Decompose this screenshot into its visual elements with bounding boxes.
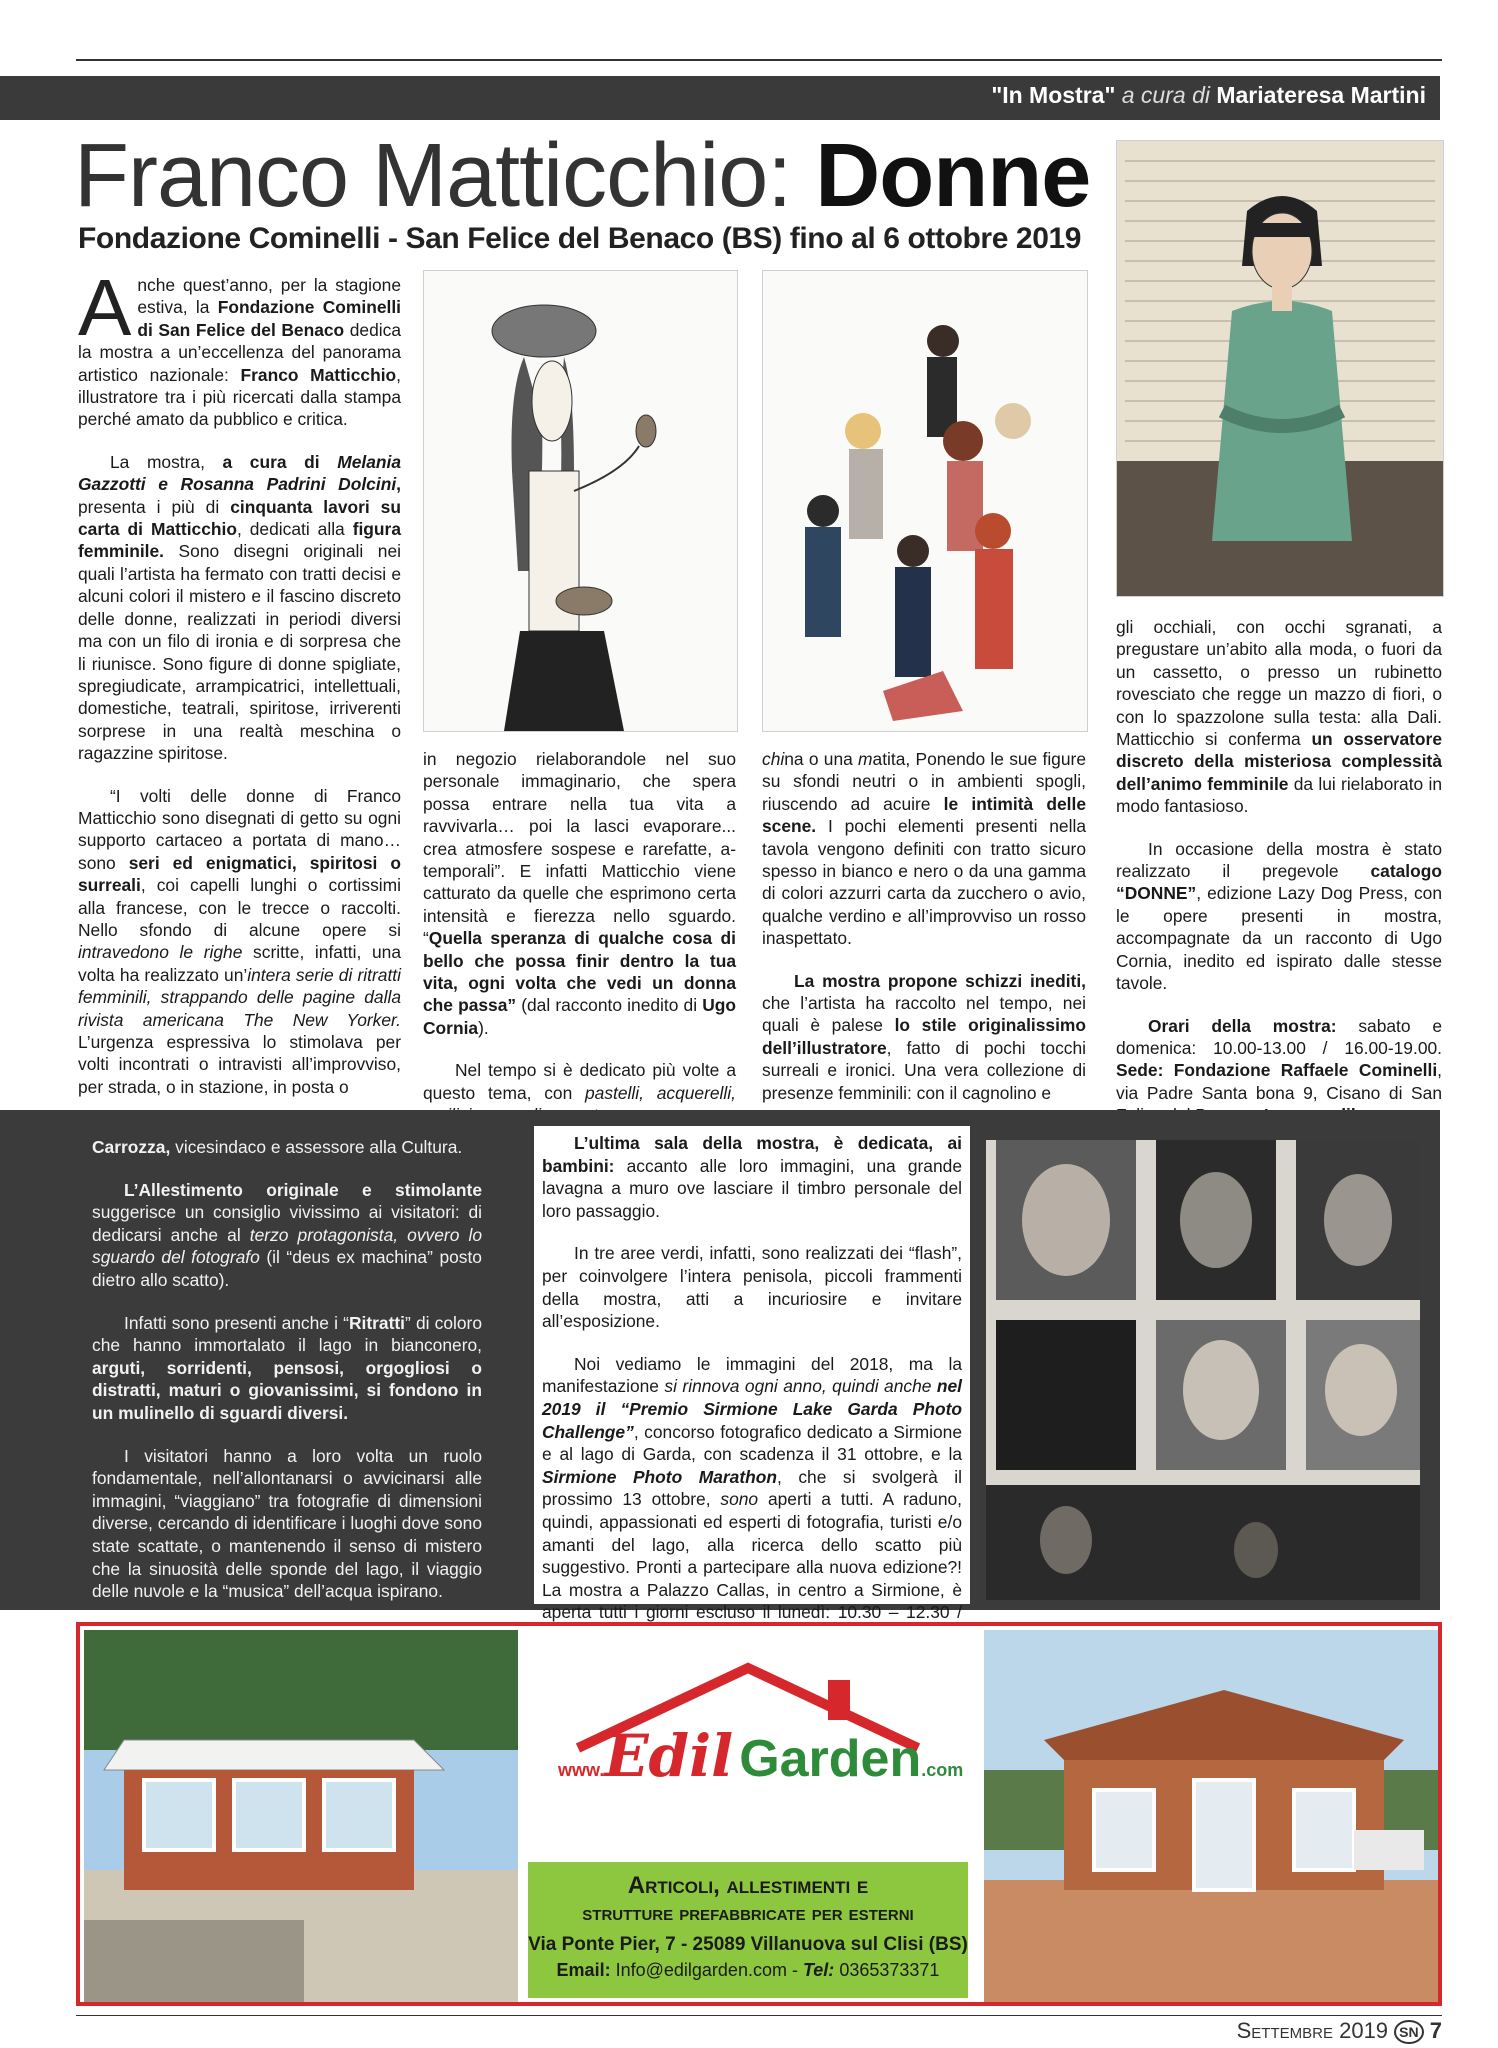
- article-paragraph: [1116, 616, 1442, 818]
- text-run: in negozio rielaborandole nel suo personale immaginario, che spera possa entrare nella tua vita a ravvivarla… poi la lasci evaporare... crea atmosfere sospese e rarefatte, a-temporali”. E infatti Matticchio viene catturato da quelle che esprimono certa intensità e fierezza nello sguardo. “: [423, 749, 736, 949]
- ad-photo-wooden-house: [984, 1630, 1438, 2002]
- text-run: Franco Matticchio: [240, 364, 397, 385]
- text-run: ” di coloro che hanno immortalato il lago in bianconero,: [92, 1312, 483, 1356]
- woman-newspaper-drawing: [1117, 141, 1443, 596]
- text-run: Fondazione Cominelli di San Felice del Benaco: [137, 297, 401, 340]
- text-run: si rinnova ogni anno, quindi anche: [664, 1376, 937, 1397]
- text-run: , illustratore tra i più ricercati dalla stampa perché amato da pubblico e critica.: [78, 364, 401, 430]
- section-label: "In Mostra": [991, 82, 1116, 108]
- dark-box-paragraph: [542, 1242, 962, 1332]
- dark-box-paragraph: [92, 1445, 482, 1603]
- article-paragraph: [762, 970, 1086, 1104]
- footer-logo: SN: [1394, 2020, 1423, 2044]
- logo-com: .com: [921, 1760, 964, 1780]
- text-run: (il “deus ex machina” posto dietro allo scatto).: [92, 1247, 482, 1290]
- bottom-rule: [76, 2015, 1442, 2016]
- text-run: sabato e domenica: 10.00-13.00 / 16.00-19.00.: [1116, 1015, 1442, 1058]
- illustration-woman-newspaper: [1116, 140, 1444, 597]
- dark-box-paragraph: [92, 1312, 482, 1425]
- page-footer: [1237, 2018, 1442, 2044]
- illustration-group-of-women: [762, 270, 1088, 732]
- text-run: Sede: Fondazione Raffaele Cominelli: [1116, 1060, 1438, 1081]
- text-run: Quella speranza di qualche cosa di bello che possa finir dentro la tua vita, ogni volta che vedi un donna che passa”: [423, 928, 736, 1016]
- text-run: Noi vediamo le immagini del 2018, ma la manifestazione: [542, 1353, 962, 1397]
- text-run: m: [858, 749, 873, 769]
- text-run: Carrozza,: [92, 1137, 171, 1157]
- text-run: atita, Ponendo le sue figure su sfondi neutri o in ambienti spogli, riuscendo ad acuire: [762, 749, 1086, 814]
- text-run: gli occhiali, con occhi sgranati, a pregustare un’abito alla moda, o fuori da un cassetto, o presso un rubinetto rovesciato che regge un mazzo di fiori, o con lo spazzolone sulla testa: alla Dali. Matticchio si conferma: [1116, 617, 1442, 750]
- text-run: scritte, infatti, una volta ha realizzato un’: [78, 942, 401, 985]
- page-title: [74, 126, 1094, 226]
- text-run: In occasione della mostra è stato realizzato il pregevole: [1116, 838, 1442, 882]
- ad-tagline-1: Articoli, allestimenti e: [627, 1872, 869, 1899]
- dark-box-section: [0, 1110, 1440, 1623]
- text-run: Melania Gazzotti e Rosanna Padrini Dolcini: [78, 451, 401, 495]
- text-run: (dal racconto inedito di: [516, 995, 703, 1016]
- top-rule: [76, 59, 1442, 61]
- article-paragraph: [78, 451, 401, 765]
- footer-year: 2019: [1339, 2018, 1389, 2043]
- title-bold: Donne: [815, 126, 1091, 226]
- text-run: Nel tempo si è dedicato più volte a questo tema, con: [423, 1060, 736, 1103]
- text-run: , edizione Lazy Dog Press, con le opere presenti in mostra, accompagnate da un racconto di Ugo Cornia, inedito ed ispirato dalle stesse tavole.: [1116, 883, 1442, 994]
- text-run: dedica la mostra a un’eccellenza del panorama artistico nazionale:: [78, 319, 401, 385]
- portraits-wall-photo: [986, 1140, 1420, 1600]
- text-run: presenta i più di: [78, 496, 231, 517]
- text-run: Ugo Cornia: [423, 995, 736, 1038]
- logo-garden: Garden: [739, 1730, 922, 1788]
- title-light: Franco Matticchio:: [74, 126, 816, 226]
- contact-separator: -: [786, 1960, 803, 1980]
- page-number: 7: [1429, 2018, 1442, 2043]
- text-run: a cura di: [222, 451, 338, 472]
- text-run: ).: [478, 1017, 489, 1038]
- article-column-4: [1116, 616, 1442, 1147]
- article-paragraph: [1116, 838, 1442, 995]
- text-run: Sirmione Photo Marathon: [542, 1466, 777, 1487]
- text-run: “I volti delle donne di Franco Matticchio sono disegnati di getto su ogni supporto cartaceo a portata di mano… sono: [78, 785, 401, 873]
- text-run: catalogo “DONNE”: [1116, 861, 1442, 904]
- ad-info-box: [528, 1862, 968, 1998]
- text-run: figura femminile.: [78, 519, 401, 562]
- text-run: terzo protagonista, ovvero lo sguardo del fotografo: [92, 1224, 482, 1268]
- text-run: Ritratti: [348, 1312, 405, 1333]
- text-run: Orari della mostra:: [1148, 1015, 1337, 1036]
- page-subtitle: Fondazione Cominelli - San Felice del Benaco (BS) fino al 6 ottobre 2019: [78, 222, 1082, 255]
- text-run: cinquanta lavori su carta di Matticchio: [78, 496, 401, 540]
- ad-photo-pavilion: [84, 1630, 518, 2002]
- text-run: La mostra,: [110, 451, 223, 472]
- text-run: I visitatori hanno a loro volta un ruolo fondamentale, nell’allontanarsi o avvicinarsi alle immagini, “viaggiano” tra fotografie di dimensioni diverse, cercando di identificare i luoghi dove sono state scattate, o mantenendo il senso di mistero che la sinuosità delle sponde del lago, il viaggio delle nuvole e la “musica” dell’acqua ispirano.: [92, 1445, 482, 1602]
- text-run: , concorso fotografico dedicato a Sirmione e al lago di Garda, con scadenza il 31 ottobre, e la: [542, 1421, 962, 1465]
- curator-name: Mariateresa Martini: [1216, 82, 1426, 108]
- text-run: pastelli, acquerelli,: [585, 1082, 736, 1103]
- text-run: Anche quest’anno, per la stagione estiva, la: [78, 263, 401, 352]
- text-run: accanto alle loro immagini, una grande lavagna a muro ove lasciare il timbro personale del loro passaggio.: [542, 1155, 962, 1221]
- dark-box-paragraph: [542, 1132, 962, 1222]
- email-label: Email:: [556, 1960, 611, 1980]
- dark-box-column-2: [534, 1126, 970, 1623]
- ad-address: Via Ponte Pier, 7 - 25089 Villanuova sul Clisi (BS): [528, 1934, 968, 1955]
- section-header: [991, 82, 1426, 109]
- text-run: intera serie di ritratti femminili, strappando delle pagine dalla rivista americana The New Yorker.: [78, 964, 401, 1030]
- article-column-1: [78, 263, 401, 1118]
- ad-logo-area: [518, 1630, 978, 1862]
- text-run: vicesindaco e assessore alla Cultura.: [170, 1137, 463, 1157]
- illustration-woman-with-stone: [423, 270, 738, 732]
- text-run: nel 2019 il “Premio Sirmione Lake Garda Photo Challenge”: [542, 1376, 962, 1442]
- dark-box-paragraph: [92, 1179, 482, 1292]
- text-run: L’urgenza espressiva lo stimolava per volti incontrati o intravisti all’improvviso, per strada, o in stazione, in posta o: [78, 1032, 401, 1097]
- text-run: ,: [396, 474, 401, 495]
- text-run: intravedono le righe: [78, 942, 243, 963]
- footer-month: Settembre: [1236, 2018, 1333, 2043]
- text-run: da lui rielaborato in modo fantasioso.: [1116, 773, 1443, 817]
- article-intro-paragraph: [78, 263, 401, 431]
- logo-www: www.: [558, 1760, 605, 1780]
- article-paragraph: [762, 748, 1086, 950]
- text-run: , coi capelli lunghi o cortissimi alla francese, con le trecce o raccolti. Nello sfondo di alcune opere si: [78, 875, 401, 940]
- article-column-3: [762, 748, 1086, 1124]
- ad-tagline-2: strutture prefabbricate per esterni: [582, 1900, 914, 1925]
- text-run: L’Allestimento originale e stimolante: [124, 1179, 482, 1200]
- women-group-drawing: [763, 271, 1087, 731]
- text-run: che l’artista ha raccolto nel tempo, nei quali è palese: [762, 993, 1086, 1036]
- text-run: In tre aree verdi, infatti, sono realizzati dei “flash”, per coinvolgere l’intera penisola, piccoli frammenti della mostra, atti a incuriosire e invitare all’esposizione.: [542, 1243, 962, 1332]
- woman-stone-drawing: [424, 271, 737, 731]
- text-run: suggerisce un consiglio vivissimo ai visitatori: di dedicarsi anche al: [92, 1202, 482, 1245]
- text-run: I pochi elementi presenti nella tavola vengono definiti con tratto sicuro spesso in bianco e nero o da una gamma di colori azzurri carta da zucchero o avio, qualche verdino e all’improvviso un rosso inaspettato.: [762, 816, 1086, 949]
- logo-edil: Edil: [604, 1722, 734, 1790]
- article-column-2: [423, 748, 736, 1147]
- text-run: lo stile originalissimo dell’illustratore: [762, 1015, 1086, 1058]
- text-run: , via Padre Santa bona 9, Cisano di San: [1116, 1060, 1442, 1103]
- ad-email[interactable]: Info@edilgarden.com: [615, 1960, 787, 1980]
- article-paragraph: [423, 748, 736, 1039]
- dark-box-column-1: [92, 1136, 482, 1623]
- ad-phone: 0365373371: [839, 1960, 940, 1980]
- ad-contacts: [528, 1960, 968, 1981]
- exhibition-photo-portraits: [986, 1140, 1420, 1600]
- text-run: Infatti sono presenti anche i “: [124, 1312, 349, 1333]
- section-header-bar: [0, 76, 1440, 120]
- text-run: na o una: [784, 749, 859, 769]
- dark-box-paragraph: [92, 1136, 482, 1159]
- text-run: arguti, sorridenti, pensosi, orgogliosi o distratti, maturi o giovanissimi, si fondono in un mulinello di sguardi diversi.: [92, 1357, 482, 1423]
- text-run: , dedicati alla: [236, 519, 353, 540]
- text-run: Sono disegni originali nei quali l’artista ha fermato con tratti decisi e alcuni colori il mistero e il fascino discreto delle donne, realizzati in periodi diversi ma con un filo di ironia e di sorpresa che li riunisce. Sono figure di donne spigliate, spregiudicate, arrampicatrici, intellettuali, domestiche, teatrali, spiritose, irriverenti sorprese in una realtà meschina o ragazzine spiritose.: [78, 541, 401, 764]
- text-run: le intimità delle scene.: [762, 793, 1087, 837]
- text-run: La mostra propone schizzi inediti,: [794, 970, 1086, 991]
- article-paragraph: [78, 785, 401, 1099]
- text-run: un osservatore discreto della misteriosa complessità dell’animo femminile: [1116, 729, 1442, 794]
- edilgarden-logo: [558, 1722, 964, 1792]
- text-run: , che si svolgerà il prossimo 13 ottobre,: [542, 1466, 963, 1510]
- edilgarden-advertisement: [76, 1622, 1442, 2006]
- text-run: seri ed enigmatici, spiritosi o surreali: [78, 852, 401, 896]
- text-run: , fatto di pochi tocchi surreali e ironici. Una vera collezione di presenze femminili: con il cagnolino e: [762, 1037, 1086, 1103]
- text-run: sono: [720, 1489, 759, 1510]
- tel-label: Tel:: [802, 1960, 835, 1980]
- text-run: L’ultima sala della mostra, è dedicata, ai bambini:: [542, 1133, 962, 1176]
- text-run: chi: [762, 749, 785, 769]
- text-run: aperti a tutti. A raduno, quindi, appassionati ed esperti di fotografia, turisti e/o amanti del lago, alla ricerca dello scatto più suggestivo. Pronti a partecipare alla nuova edizione?! La mostra a Palazzo Callas, in centro a Sirmione, è aperta tutti i giorni escluso il lunedì: 10.30 – 12.30 /: [542, 1489, 962, 1623]
- curator-prefix: a cura di: [1115, 82, 1217, 108]
